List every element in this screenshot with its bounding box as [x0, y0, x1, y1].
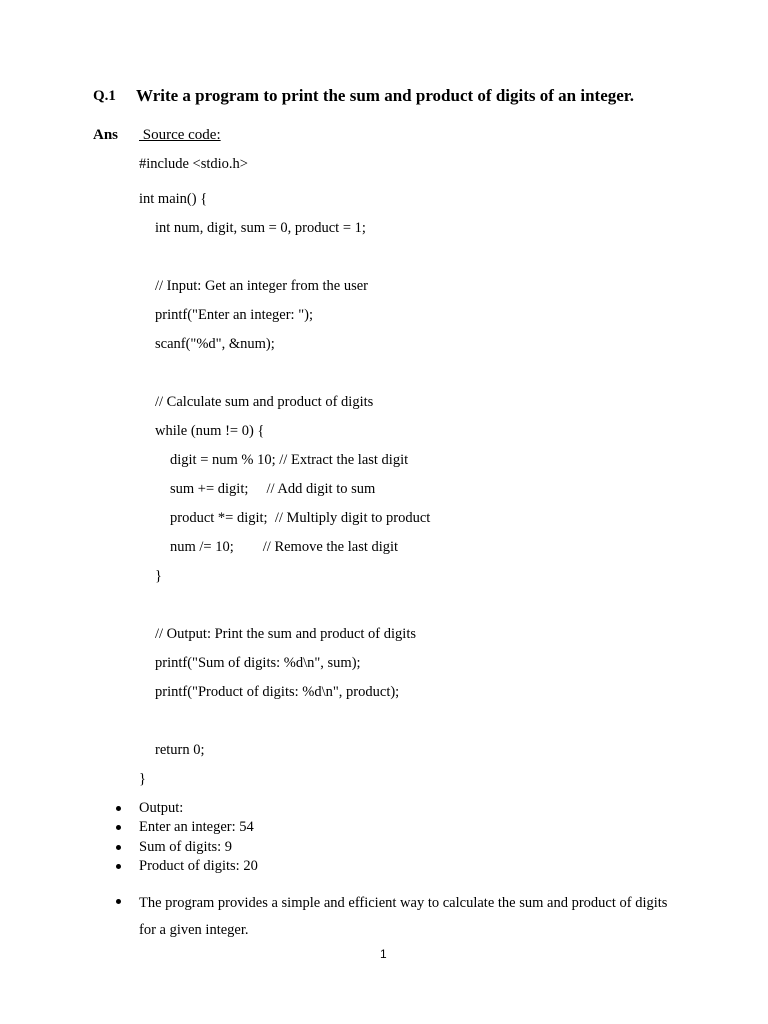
summary-note: [114, 890, 674, 944]
code-line: }: [139, 771, 146, 787]
code-line: printf("Sum of digits: %d\n", sum);: [155, 655, 361, 671]
code-line: // Output: Print the sum and product of digits: [155, 626, 416, 642]
code-line: product *= digit; // Multiply digit to product: [170, 510, 431, 526]
bullet-icon: [116, 806, 121, 811]
list-item-text: Sum of digits: 9: [139, 838, 233, 855]
code-line: sum += digit; // Add digit to sum: [170, 481, 376, 497]
list-item: [114, 799, 258, 818]
list-item-text: Enter an integer: 54: [139, 819, 254, 836]
code-line: int main() {: [139, 191, 208, 207]
summary-note-text: The program provides a simple and efficient way to calculate the sum and product of digits for a given integer.: [139, 895, 668, 938]
code-line: num /= 10; // Remove the last digit: [170, 539, 399, 555]
list-item-text: Output:: [139, 800, 184, 816]
bullet-icon: [116, 845, 121, 850]
code-line: scanf("%d", &num);: [155, 336, 275, 352]
code-line: #include <stdio.h>: [139, 156, 248, 172]
list-item: [114, 818, 258, 837]
question-text: Write a program to print the sum and product of digits of an integer.: [136, 86, 635, 105]
code-line: // Input: Get an integer from the user: [155, 278, 369, 294]
code-line: digit = num % 10; // Extract the last digit: [170, 452, 409, 468]
code-line: int num, digit, sum = 0, product = 1;: [155, 220, 366, 236]
list-item: [114, 838, 258, 857]
code-line: // Calculate sum and product of digits: [155, 394, 374, 410]
question-number: Q.1: [93, 88, 116, 104]
answer-label: Ans: [93, 127, 119, 143]
source-code-heading: Source code:: [139, 127, 221, 143]
code-line: printf("Product of digits: %d\n", product);: [155, 684, 400, 700]
bullet-icon: [116, 864, 121, 869]
output-list: [114, 799, 258, 876]
bullet-icon: [116, 825, 121, 830]
code-line: while (num != 0) {: [155, 423, 265, 439]
page-number: 1: [380, 947, 387, 961]
bullet-icon: [116, 899, 121, 904]
code-line: printf("Enter an integer: ");: [155, 307, 313, 323]
code-line: return 0;: [155, 742, 205, 758]
list-item: [114, 857, 258, 876]
code-line: }: [155, 568, 162, 584]
list-item-text: Product of digits: 20: [139, 857, 258, 874]
